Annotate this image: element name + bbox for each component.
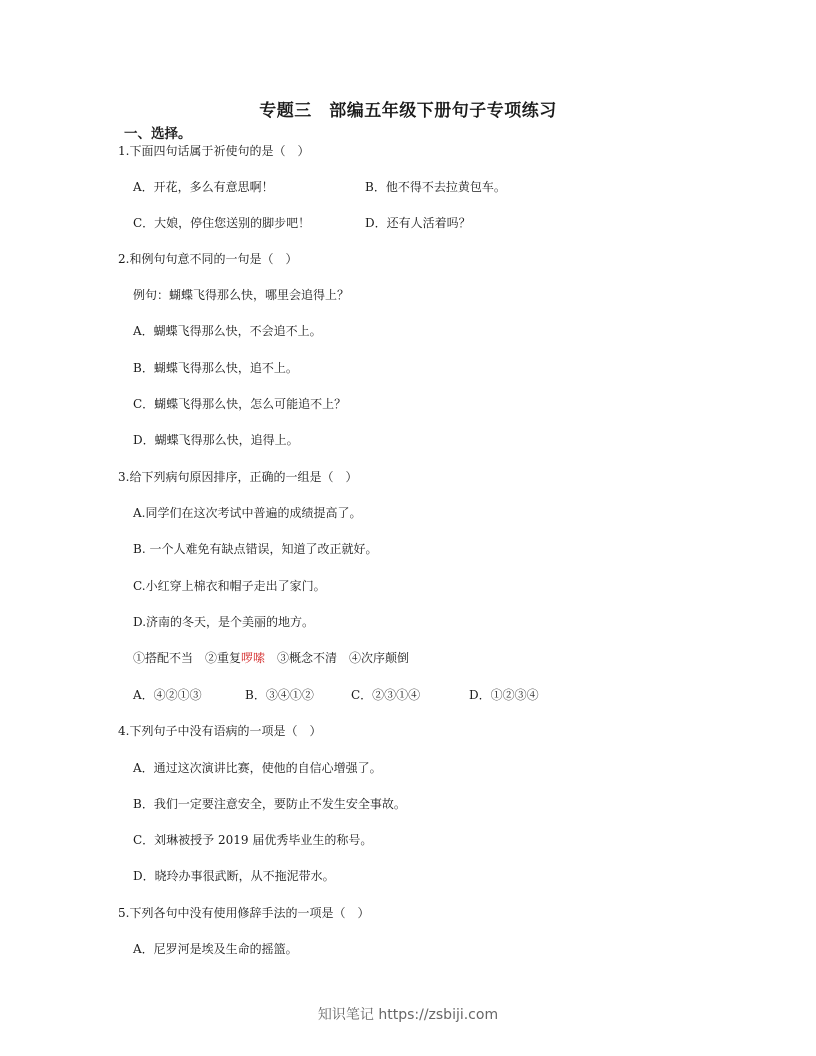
question-3-stem: 3.给下列病句原因排序，正确的一组是（ ） (118, 470, 358, 484)
question-1-stem: 1.下面四句话属于祈使句的是（ ） (118, 144, 310, 158)
question-3-sentence-b: B. 一个人难免有缺点错误，知道了改正就好。 (133, 542, 378, 556)
page-title: 专题三 部编五年级下册句子专项练习 (259, 101, 557, 121)
question-2-example: 例句：蝴蝶飞得那么快，哪里会追得上？ (133, 288, 350, 302)
question-2-option-c: C．蝴蝶飞得那么快，怎么可能追不上？ (133, 397, 347, 411)
question-5-stem: 5.下列各句中没有使用修辞手法的一项是（ ） (118, 906, 370, 920)
question-4-option-d: D．晓玲办事很武断，从不拖泥带水。 (133, 869, 335, 883)
question-3-answer-a: A．④②①③ (133, 688, 202, 702)
question-3-answer-b: B．③④①② (245, 688, 314, 702)
question-2-option-b: B．蝴蝶飞得那么快，追不上。 (133, 361, 298, 375)
question-3-sentence-a: A.同学们在这次考试中普遍的成绩提高了。 (133, 506, 362, 520)
question-3-reasons-highlight: 啰嗦 (241, 651, 266, 665)
section-heading: 一、选择。 (124, 126, 192, 142)
footer-watermark: 知识笔记 https://zsbiji.com (317, 1007, 499, 1023)
question-3-sentence-d: D.济南的冬天，是个美丽的地方。 (133, 615, 315, 629)
question-2-stem: 2.和例句句意不同的一句是（ ） (118, 252, 298, 266)
question-3-sentence-c: C.小红穿上棉衣和帽子走出了家门。 (133, 579, 326, 593)
question-3-reasons-pre: ①搭配不当 ②重复 (133, 651, 242, 665)
question-4-option-b: B．我们一定要注意安全，要防止不发生安全事故。 (133, 797, 406, 811)
question-3-answer-d: D．①②③④ (469, 688, 539, 702)
question-2-option-d: D．蝴蝶飞得那么快，追得上。 (133, 433, 299, 447)
question-5-option-a: A．尼罗河是埃及生命的摇篮。 (133, 942, 298, 956)
question-1-option-a: A．开花，多么有意思啊！ (133, 180, 274, 194)
question-3-reasons (133, 650, 409, 666)
question-4-option-a: A．通过这次演讲比赛，使他的自信心增强了。 (133, 761, 382, 775)
question-1-option-b: B．他不得不去拉黄包车。 (365, 180, 506, 194)
question-2-option-a: A．蝴蝶飞得那么快，不会追不上。 (133, 324, 322, 338)
question-4-option-c: C．刘琳被授予 2019 届优秀毕业生的称号。 (133, 833, 373, 847)
question-4-stem: 4.下列句子中没有语病的一项是（ ） (118, 724, 322, 738)
question-3-reasons-post: ③概念不清 ④次序颠倒 (265, 651, 410, 665)
question-3-answer-c: C．②③①④ (351, 688, 421, 702)
question-1-option-c: C．大娘，停住您送别的脚步吧！ (133, 216, 311, 230)
question-1-option-d: D．还有人活着吗？ (365, 216, 471, 230)
